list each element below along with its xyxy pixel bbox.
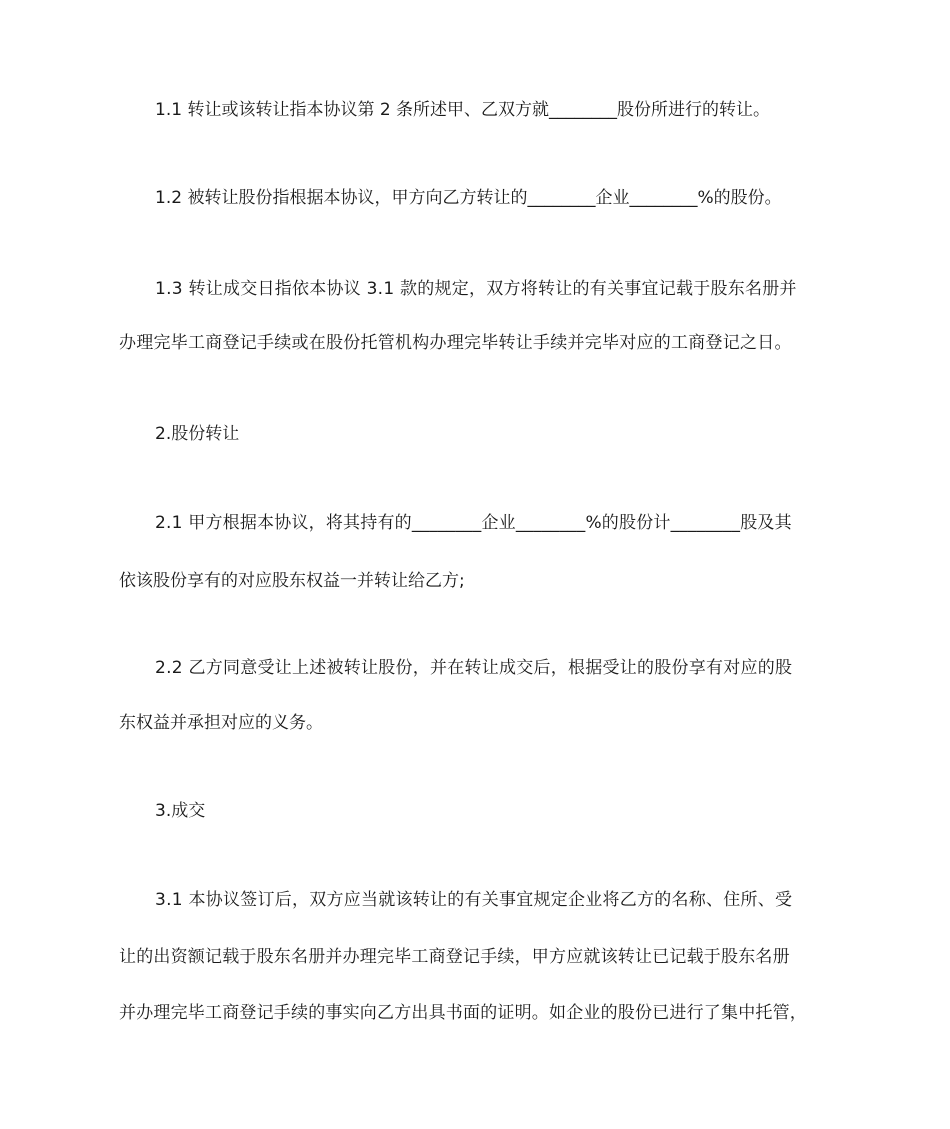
- clause-2-1-line-2: 依该股份享有的对应股东权益一并转让给乙方;: [119, 571, 465, 591]
- clause-1-3-line-2: 办理完毕工商登记手续或在股份托管机构办理完毕转让手续并完毕对应的工商登记之日。: [119, 333, 792, 353]
- clause-3-1-line-3: 并办理完毕工商登记手续的事实向乙方出具书面的证明。如企业的股份已进行了集中托管，: [119, 1003, 807, 1023]
- clause-2-2-line-1: 2.2 乙方同意受让上述被转让股份，并在转让成交后，根据受让的股份享有对应的股: [155, 658, 793, 678]
- section-3-heading: 3.成交: [155, 801, 206, 821]
- clause-1-3-line-1: 1.3 转让成交日指依本协议 3.1 款的规定，双方将转让的有关事宜记载于股东名册并: [155, 279, 797, 299]
- section-2-heading: 2.股份转让: [155, 424, 240, 444]
- clause-2-2-line-2: 东权益并承担对应的义务。: [119, 713, 323, 733]
- clause-1-1-line-1: 1.1 转让或该转让指本协议第 2 条所述甲、乙双方就________股份所进行的转让。: [155, 100, 771, 120]
- clause-3-1-line-2: 让的出资额记载于股东名册并办理完毕工商登记手续，甲方应就该转让已记载于股东名册: [119, 947, 790, 967]
- clause-1-2-line-1: 1.2 被转让股份指根据本协议，甲方向乙方转让的________企业________%的股份。: [155, 188, 782, 208]
- clause-3-1-line-1: 3.1 本协议签订后，双方应当就该转让的有关事宜规定企业将乙方的名称、住所、受: [155, 890, 793, 910]
- clause-2-1-line-1: 2.1 甲方根据本协议，将其持有的________企业________%的股份计________股及其: [155, 513, 792, 533]
